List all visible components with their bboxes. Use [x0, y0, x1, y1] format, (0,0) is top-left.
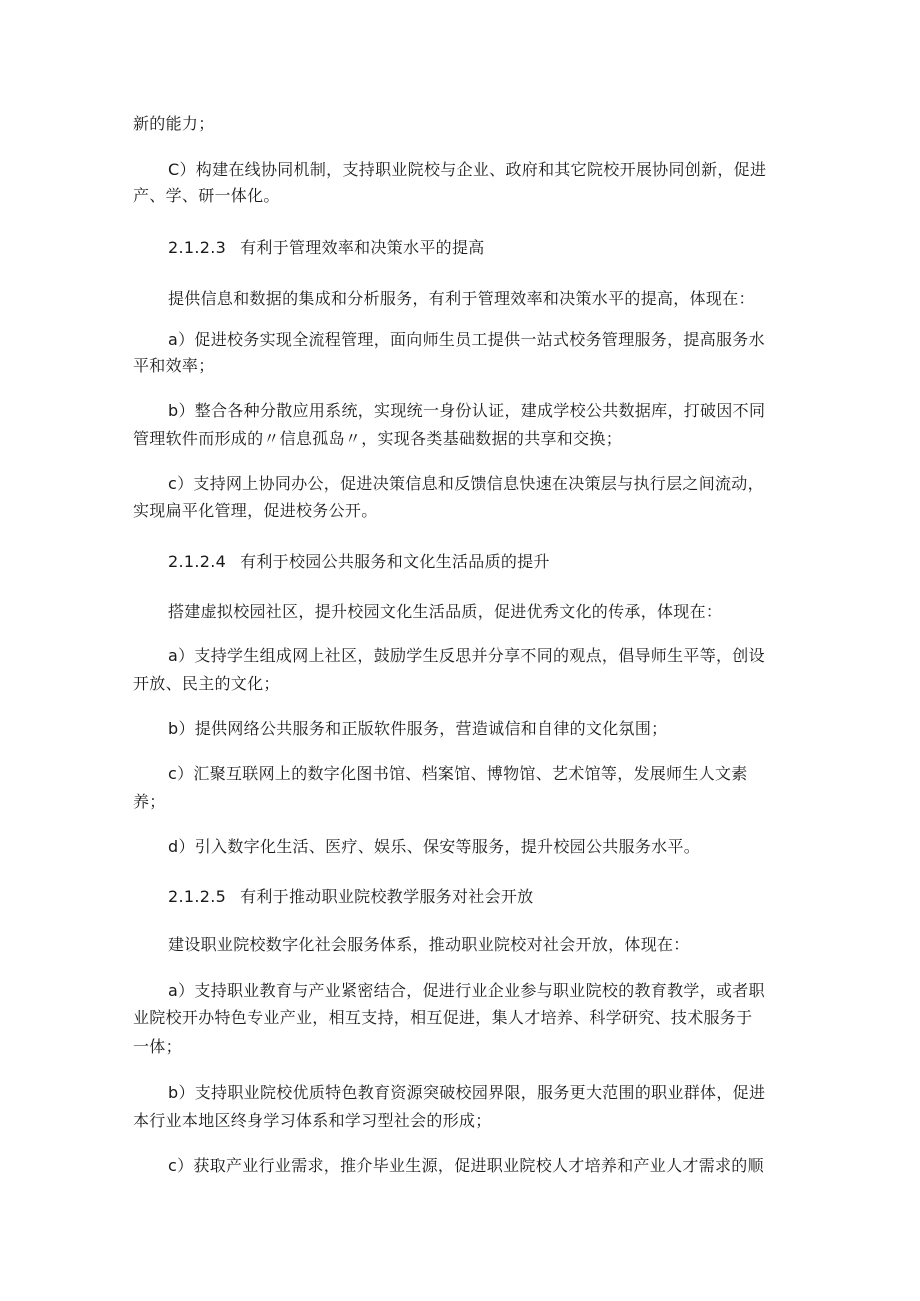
paragraph-line: c）获取产业行业需求，推介毕业生源，促进职业院校人才培养和产业人才需求的顺: [168, 1156, 764, 1175]
paragraph-line: 平和效率；: [133, 356, 215, 375]
section-number: 2.1.2.3: [168, 238, 227, 257]
paragraph-line: a）促进校务实现全流程管理，面向师生员工提供一站式校务管理服务，提高服务水: [168, 330, 765, 349]
paragraph-line: 业院校开办特色专业产业，相互支持，相互促进，集人才培养、科学研究、技术服务于: [133, 1008, 753, 1027]
section-heading: [168, 235, 485, 261]
paragraph-line: b）提供网络公共服务和正版软件服务，营造诚信和自律的文化氛围；: [168, 719, 668, 738]
paragraph-line: 产、学、研一体化。: [133, 186, 280, 205]
paragraph-line: 实现扁平化管理，促进校务公开。: [133, 501, 378, 520]
paragraph-line: 管理软件而形成的〃信息孤岛〃，实现各类基础数据的共享和交换；: [133, 429, 623, 448]
paragraph-line: 新的能力；: [133, 114, 215, 133]
paragraph-line: 搭建虚拟校园社区，提升校园文化生活品质，促进优秀文化的传承，体现在：: [168, 602, 723, 621]
paragraph-line: b）整合各种分散应用系统，实现统一身份认证，建成学校公共数据库，打破因不同: [168, 401, 766, 420]
paragraph-line: 本行业本地区终身学习体系和学习型社会的形成；: [133, 1111, 492, 1130]
paragraph-line: 养；: [133, 792, 166, 811]
section-title: 有利于校园公共服务和文化生活品质的提升: [240, 552, 550, 571]
paragraph-line: 开放、民主的文化；: [133, 674, 280, 693]
section-number: 2.1.2.5: [168, 887, 227, 906]
section-title: 有利于管理效率和决策水平的提高: [240, 238, 485, 257]
paragraph-line: c）汇聚互联网上的数字化图书馆、档案馆、博物馆、艺术馆等，发展师生人文素: [168, 764, 748, 783]
paragraph-line: 建设职业院校数字化社会服务体系，推动职业院校对社会开放，体现在：: [168, 935, 690, 954]
paragraph-line: c）支持网上协同办公，促进决策信息和反馈信息快速在决策层与执行层之间流动，: [168, 474, 764, 493]
paragraph-line: C）构建在线协同机制，支持职业院校与企业、政府和其它院校开展协同创新，促进: [168, 160, 767, 179]
section-heading: [168, 884, 533, 910]
paragraph-line: d）引入数字化生活、医疗、娱乐、保安等服务，提升校园公共服务水平。: [168, 837, 701, 856]
paragraph-line: a）支持学生组成网上社区，鼓励学生反思并分享不同的观点，倡导师生平等，创设: [168, 646, 765, 665]
paragraph-line: 一体；: [133, 1037, 182, 1056]
paragraph-line: b）支持职业院校优质特色教育资源突破校园界限，服务更大范围的职业群体，促进: [168, 1083, 766, 1102]
section-number: 2.1.2.4: [168, 552, 227, 571]
section-heading: [168, 549, 550, 575]
paragraph-line: a）支持职业教育与产业紧密结合，促进行业企业参与职业院校的教育教学，或者职: [168, 981, 765, 1000]
section-title: 有利于推动职业院校教学服务对社会开放: [240, 887, 534, 906]
paragraph-line: 提供信息和数据的集成和分析服务，有利于管理效率和决策水平的提高，体现在：: [168, 289, 755, 308]
